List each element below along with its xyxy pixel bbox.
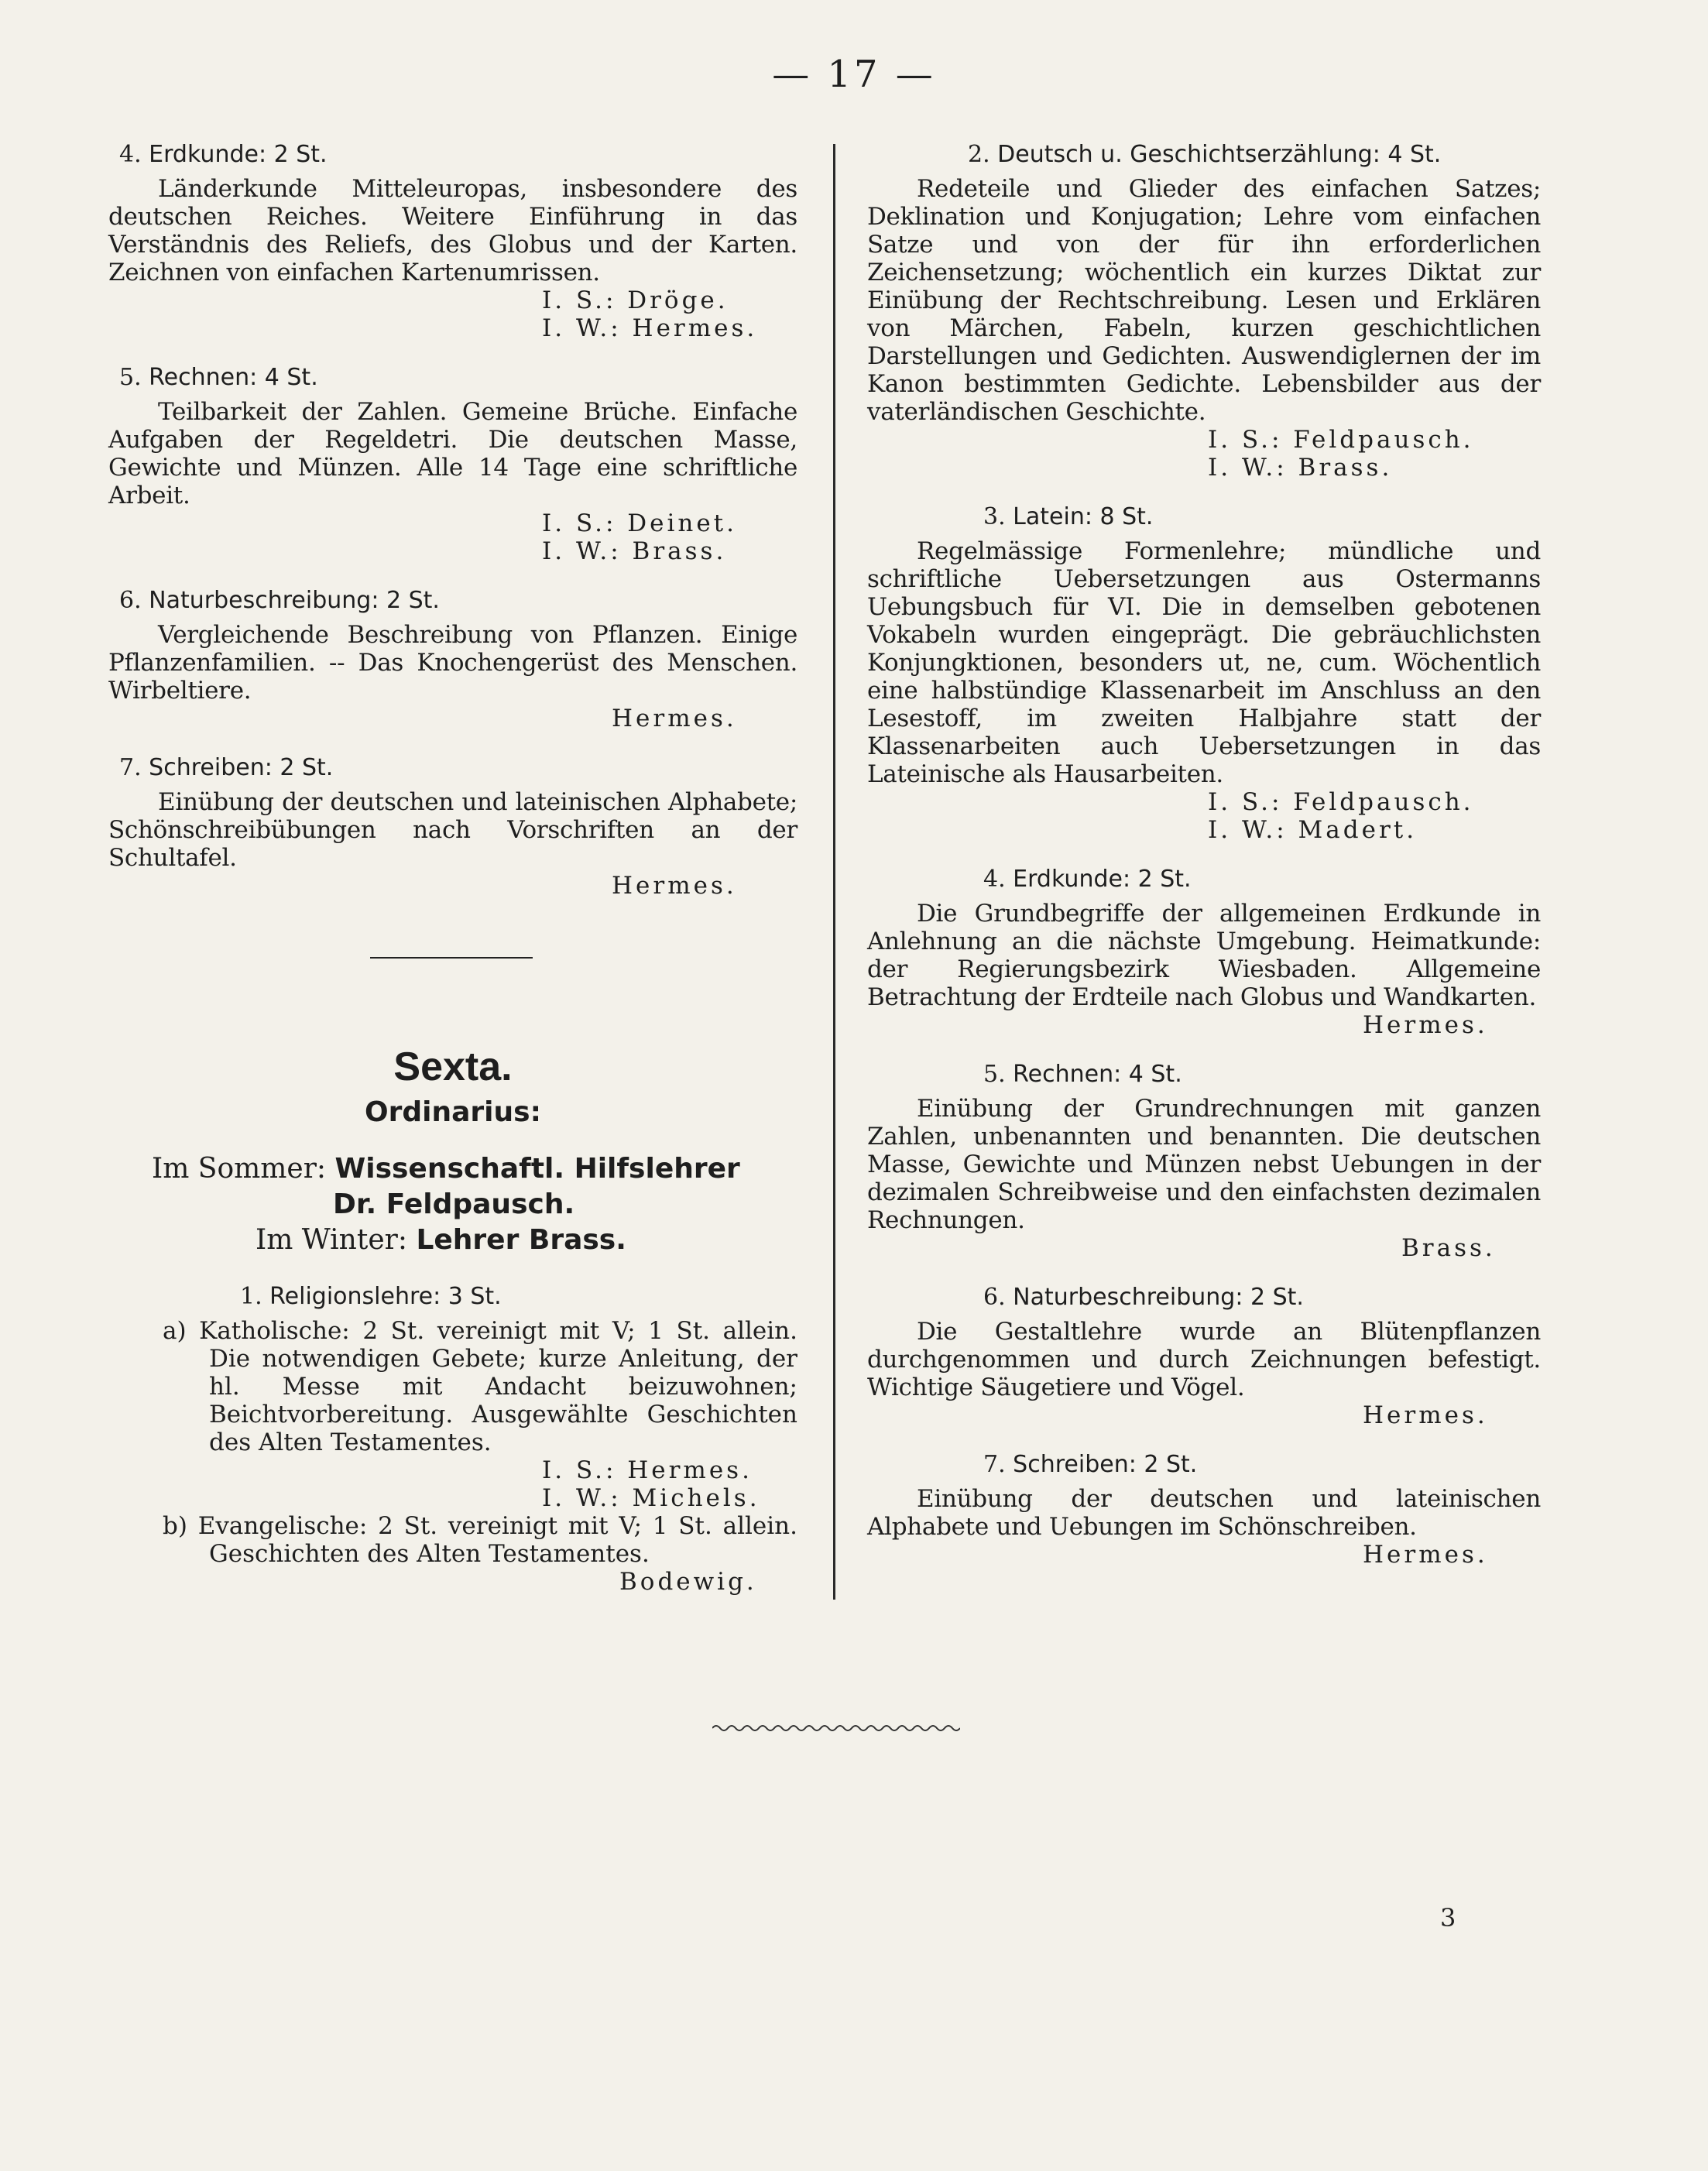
section-schreiben-v	[108, 753, 797, 900]
section-natur-v	[108, 585, 797, 732]
right-column	[867, 139, 1541, 1589]
teacher-summer: I. S.: Dröge.	[542, 286, 729, 314]
section-erdkunde-v	[108, 139, 797, 342]
section-heading: 4. Erdkunde: 2 St.	[119, 141, 328, 168]
section-text: Einübung der deutschen und lateinischen Alphabete und Uebungen im Schönschreiben.	[867, 1485, 1541, 1541]
teacher-summer: I. S.: Hermes.	[542, 1456, 753, 1484]
teacher-summer: I. S.: Feldpausch.	[1208, 426, 1474, 454]
teacher-winter: I. W.: Madert.	[1208, 816, 1418, 844]
section-deutsch-vi	[867, 139, 1541, 482]
ordinarius-summer-name: Dr. Feldpausch.	[333, 1188, 575, 1220]
section-text: Regelmässige Formenlehre; mündliche und schriftliche Uebersetzungen aus Ostermanns Uebungsbuch für VI. Die in demselben gebotenen Vokabeln wurden eingeprägt. Die gebräuchlichsten Konjungktionen, besonders ut, ne, cum. Wöchentlich eine halbstündige Klassenarbeit im Anschluss an den Lesestoff, im zweiten Halbjahre statt der Klassenarbeiten auch Uebersetzungen in das Lateinische als Hausarbeiten.	[867, 537, 1541, 788]
teacher: Hermes.	[612, 872, 737, 900]
section-text: Einübung der deutschen und lateinischen Alphabete; Schönschreibübungen nach Vorschriften an der Schultafel.	[108, 788, 797, 872]
section-heading: 1. Religionslehre: 3 St.	[240, 1283, 502, 1310]
section-rechnen-v	[108, 362, 797, 565]
section-heading: 5. Rechnen: 4 St.	[983, 1061, 1182, 1088]
teacher: Hermes.	[612, 705, 737, 732]
teacher: Brass.	[1401, 1234, 1496, 1262]
section-heading: 7. Schreiben: 2 St.	[983, 1451, 1198, 1478]
section-latein-vi	[867, 502, 1541, 844]
teacher-winter: I. W.: Brass.	[542, 537, 727, 565]
teacher: Hermes.	[1363, 1401, 1488, 1429]
teacher-winter: I. W.: Brass.	[1208, 454, 1393, 482]
section-rule	[370, 957, 533, 959]
section-text: Die Grundbegriffe der allgemeinen Erdkunde in Anlehnung an die nächste Umgebung. Heimatkunde: der Regierungsbezirk Wiesbaden. Allgemeine Betrachtung der Erdteile nach Globus und Wandkarten.	[867, 900, 1541, 1011]
section-heading: 6. Naturbeschreibung: 2 St.	[119, 587, 440, 614]
section-erdkunde-vi	[867, 864, 1541, 1039]
section-religion-vi	[108, 1281, 797, 1596]
section-heading: 5. Rechnen: 4 St.	[119, 364, 318, 391]
column-divider	[833, 144, 835, 1600]
teacher-winter: I. W.: Michels.	[542, 1484, 760, 1512]
teacher: Bodewig.	[619, 1568, 757, 1596]
section-rechnen-vi	[867, 1059, 1541, 1262]
teacher: Hermes.	[1363, 1541, 1488, 1569]
section-heading: 7. Schreiben: 2 St.	[119, 754, 334, 781]
section-heading: 6. Naturbeschreibung: 2 St.	[983, 1284, 1304, 1311]
teacher-winter: I. W.: Hermes.	[542, 314, 758, 342]
section-heading: 3. Latein: 8 St.	[983, 503, 1154, 530]
section-schreiben-vi	[867, 1449, 1541, 1569]
ordinarius-winter: Im Winter: Lehrer Brass.	[256, 1224, 626, 1256]
wavy-divider	[712, 1720, 960, 1736]
teacher-summer: I. S.: Deinet.	[542, 509, 737, 537]
section-text: Die Gestaltlehre wurde an Blütenpflanzen durchgenommen und durch Zeichnungen befestigt. Wichtige Säugetiere und Vögel.	[867, 1318, 1541, 1401]
section-text: Redeteile und Glieder des einfachen Satzes; Deklination und Konjugation; Lehre vom einfachen Satze und von der für ihn erforderlichen Zeichensetzung; wöchentlich ein kurzes Diktat zur Einübung der Rechtschreibung. Lesen und Erklären von Märchen, Fabeln, kurzen geschichtlichen Darstellungen und Gedichten. Auswendiglernen der im Kanon bestimmten Gedichte. Lebensbilder aus der vaterländischen Geschichte.	[867, 175, 1541, 426]
ordinarius-summer: Im Sommer: Wissenschaftl. Hilfslehrer	[152, 1153, 740, 1185]
teacher-summer: I. S.: Feldpausch.	[1208, 788, 1474, 816]
section-text: Teilbarkeit der Zahlen. Gemeine Brüche. Einfache Aufgaben der Regeldetri. Die deutschen Masse, Gewichte und Münzen. Alle 14 Tage eine schriftliche Arbeit.	[108, 398, 797, 509]
sheet-signature-number: 3	[1440, 1903, 1456, 1933]
section-text: Einübung der Grundrechnungen mit ganzen Zahlen, unbenannten und benannten. Die deutschen Masse, Gewichte und Münzen nebst Uebungen in der dezimalen Schreibweise und den einfachsten dezimalen Rechnungen.	[867, 1095, 1541, 1234]
section-heading: 2. Deutsch u. Geschichtserzählung: 4 St.	[968, 141, 1442, 168]
section-heading: 4. Erdkunde: 2 St.	[983, 866, 1192, 893]
ordinarius-heading: Ordinarius:	[365, 1096, 541, 1128]
left-column	[108, 139, 797, 1616]
class-title: Sexta.	[393, 1044, 513, 1089]
section-natur-vi	[867, 1282, 1541, 1429]
religion-protestant-text: b) Evangelische: 2 St. vereinigt mit V; 1 St. allein. Geschichten des Alten Testamentes.	[163, 1512, 797, 1568]
teacher: Hermes.	[1363, 1011, 1488, 1039]
page-number: — 17 —	[772, 53, 936, 96]
religion-catholic-text: a) Katholische: 2 St. vereinigt mit V; 1 St. allein. Die notwendigen Gebete; kurze Anleitung, der hl. Messe mit Andacht beizuwohnen; Beichtvorbereitung. Ausgewählte Geschichten des Alten Testamentes.	[163, 1317, 797, 1456]
section-text: Länderkunde Mitteleuropas, insbesondere des deutschen Reiches. Weitere Einführung in das Verständnis des Reliefs, des Globus und der Karten. Zeichnen von einfachen Kartenumrissen.	[108, 175, 797, 286]
section-text: Vergleichende Beschreibung von Pflanzen. Einige Pflanzenfamilien. -- Das Knochengerüst des Menschen. Wirbeltiere.	[108, 621, 797, 705]
